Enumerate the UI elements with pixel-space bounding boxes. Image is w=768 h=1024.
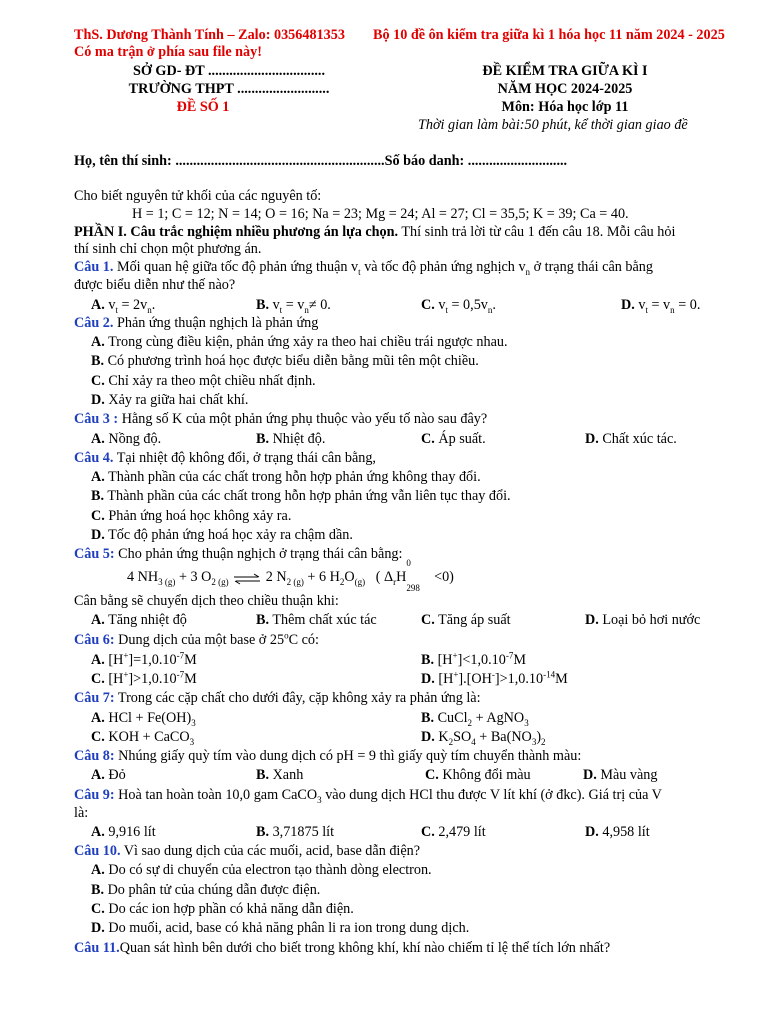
name-field[interactable]: ........................................................... — [175, 153, 385, 169]
q8-label: Câu 8: — [74, 748, 115, 764]
q8-option-b[interactable]: B. Xanh — [256, 767, 304, 783]
subject: Môn: Hóa học lớp 11 — [501, 99, 629, 115]
q8-option-d[interactable]: D. Màu vàng — [583, 767, 658, 783]
part1-title: PHẦN I. Câu trắc nghiệm nhiều phương án lựa chọn. — [74, 224, 399, 240]
q4-label: Câu 4. — [74, 450, 114, 466]
school-year: NĂM HỌC 2024-2025 — [497, 81, 633, 97]
q5-option-b[interactable]: B. Thêm chất xúc tác — [256, 612, 377, 628]
q9-option-b[interactable]: B. 3,71875 lít — [256, 824, 335, 840]
q6-option-d[interactable]: D. $[H^+].[OH^-]>1,0.10^{-14}M$ — [421, 669, 568, 687]
q9-label: Câu 9: — [74, 787, 115, 803]
q2-option-c[interactable]: C. Chỉ xảy ra theo một chiều nhất định. — [91, 373, 316, 389]
q3-option-c[interactable]: C. Áp suất. — [421, 431, 486, 447]
q8-option-a[interactable]: A. Đỏ — [91, 767, 126, 783]
truong: TRƯỜNG THPT .......................... — [128, 81, 330, 97]
q7-option-c[interactable]: C. KOH + CaCO$_3$ — [91, 729, 195, 747]
q10-option-b[interactable]: B. Do phân tử của chúng dẫn được điện. — [91, 882, 321, 898]
q7-stem: Câu 7: Trong các cặp chất cho dưới đây, cặp không xảy ra phản ứng là: — [74, 690, 481, 706]
q9-option-a[interactable]: A. 9,916 lít — [91, 824, 156, 840]
q6-option-b[interactable]: B. $[H^+]<1,0.10^{-7}M$ — [421, 650, 526, 668]
q7-label: Câu 7: — [74, 690, 115, 706]
part1-desc: Thí sinh trả lời từ câu 1 đến câu 18. Mỗi câu hỏi — [398, 224, 676, 240]
q5-stem: Câu 5: Cho phản ứng thuận nghịch ở trạng thái cân bằng: — [74, 546, 403, 562]
q6-label: Câu 6: — [74, 632, 115, 648]
name-label: Họ, tên thí sinh: — [74, 153, 176, 169]
q1-option-a[interactable]: A. $v_t = 2v_n$. — [91, 297, 156, 315]
q3-option-b[interactable]: B. Nhiệt độ. — [256, 431, 326, 447]
q4-option-c[interactable]: C. Phản ứng hoá học không xảy ra. — [91, 508, 292, 524]
q2-label: Câu 2. — [74, 315, 114, 331]
de-so: ĐỀ SỐ 1 — [176, 99, 230, 115]
series-title: Bộ 10 đề ôn kiểm tra giữa kì 1 hóa học 11 năm 2024 - 2025 — [373, 27, 725, 43]
q4-option-d[interactable]: D. Tốc độ phản ứng hoá học xảy ra chậm dần. — [91, 527, 353, 543]
matrix-note: Có ma trận ở phía sau file này! — [74, 44, 262, 60]
equilibrium-arrow-icon — [232, 572, 262, 584]
q8-option-c[interactable]: C. Không đổi màu — [425, 767, 531, 783]
q10-option-d[interactable]: D. Do muối, acid, base có khả năng phân li ra ion trong dung dịch. — [91, 920, 470, 936]
student-info — [74, 152, 567, 170]
q2-option-b[interactable]: B. Có phương trình hoá học được biểu diễn bằng mũi tên một chiều. — [91, 353, 479, 369]
q6-option-c[interactable]: C. $[H^+]>1,0.10^{-7}M$ — [91, 669, 197, 687]
q5-label: Câu 5: — [74, 546, 115, 562]
time-limit: Thời gian làm bài:50 phút, kể thời gian giao đề — [418, 117, 688, 133]
q9-stem: Câu 9: Hoà tan hoàn toàn 10,0 gam CaCO$_3$ vào dung dịch HCl thu được V lít khí (ở đkc). Giá trị của V — [74, 787, 662, 805]
q7-option-d[interactable]: D. $K_2SO_4 + Ba(NO_3)_2$ — [421, 729, 546, 747]
q10-stem: Câu 10. Vì sao dung dịch của các muối, acid, base dẫn điện? — [74, 843, 421, 859]
sbd-label: Số báo danh: — [384, 153, 468, 169]
q10-option-c[interactable]: C. Do các ion hợp phần có khả năng dẫn điện. — [91, 901, 354, 917]
q9-option-d[interactable]: D. 4,958 lít — [585, 824, 650, 840]
q4-stem: Câu 4. Tại nhiệt độ không đổi, ở trạng thái cân bằng, — [74, 450, 376, 466]
q8-stem: Câu 8: Nhúng giấy quỳ tím vào dung dịch có pH = 9 thì giấy quỳ tím chuyển thành màu: — [74, 748, 582, 764]
q2-option-d[interactable]: D. Xảy ra giữa hai chất khí. — [91, 392, 249, 408]
q5-option-d[interactable]: D. Loại bỏ hơi nước — [585, 612, 701, 628]
q4-option-a[interactable]: A. Thành phần của các chất trong hỗn hợp phản ứng không thay đổi. — [91, 469, 481, 485]
q6-stem: Câu 6: Dung dịch của một base ở 25$^o$C có: — [74, 630, 319, 648]
q9-option-c[interactable]: C. 2,479 lít — [421, 824, 486, 840]
q11-label: Câu 11. — [74, 940, 120, 956]
q1-label: Câu 1. — [74, 259, 114, 275]
atomic-values: H = 1; C = 12; N = 14; O = 16; Na = 23; Mg = 24; Al = 27; Cl = 35,5; K = 39; Ca = 40. — [132, 206, 629, 222]
q7-option-a[interactable]: A. HCl + $Fe(OH)_3$ — [91, 710, 196, 728]
q3-option-d[interactable]: D. Chất xúc tác. — [585, 431, 677, 447]
q11-stem: Câu 11.Quan sát hình bên dưới cho biết trong không khí, khí nào chiếm tỉ lệ thể tích lớn nhất? — [74, 940, 611, 956]
q10-option-a[interactable]: A. Do có sự di chuyển của electron tạo thành dòng electron. — [91, 862, 432, 878]
q5-option-a[interactable]: A. Tăng nhiệt độ — [91, 612, 187, 628]
q3-stem: Câu 3 : Hằng số K của một phản ứng phụ thuộc vào yếu tố nào sau đây? — [74, 411, 488, 427]
q5-option-c[interactable]: C. Tăng áp suất — [421, 612, 511, 628]
part1-desc-2: thí sinh chỉ chọn một phương án. — [74, 241, 262, 257]
author-line: ThS. Dương Thành Tính – Zalo: 0356481353 — [74, 27, 345, 43]
q4-option-b[interactable]: B. Thành phần của các chất trong hỗn hợp phản ứng vẫn liên tục thay đổi. — [91, 488, 511, 504]
q5-equation: 4 $NH_{3 (g)} + 3$ $O_{2 (g)}$ 2 $N_{2 (g)} + 6$ $H_2O_{(g)}$ ( $\Delta_rH$ 0 $_{298}$ <0) — [127, 558, 454, 593]
q6-option-a[interactable]: A. $[H^+]=1,0.10^{-7}M$ — [91, 650, 197, 668]
atomic-label: Cho biết nguyên tử khối của các nguyên tố: — [74, 188, 322, 204]
q5-follow: Cân bằng sẽ chuyển dịch theo chiều thuận khi: — [74, 593, 339, 609]
q2-stem: Câu 2. Phản ứng thuận nghịch là phản ứng — [74, 315, 319, 331]
q3-label: Câu 3 : — [74, 411, 119, 427]
q10-label: Câu 10. — [74, 843, 121, 859]
exam-title: ĐỀ KIỂM TRA GIỮA KÌ I — [482, 63, 648, 79]
q1-stem-2: được biểu diễn như thế nào? — [74, 277, 236, 293]
q7-option-b[interactable]: B. CuCl$_2$ + AgNO$_3$ — [421, 710, 529, 728]
q1-option-c[interactable]: C. $v_t = 0,5v_n$. — [421, 297, 496, 315]
sbd-field[interactable]: ............................ — [467, 153, 568, 169]
part1-heading — [74, 223, 675, 241]
so-gd: SỞ GD- ĐT ................................. — [132, 63, 326, 79]
q1-option-b[interactable]: B. $v_t = v_n\ne 0$. — [256, 297, 331, 315]
q2-option-a[interactable]: A. Trong cùng điều kiện, phản ứng xảy ra theo hai chiều trái ngược nhau. — [91, 334, 508, 350]
q1-stem: Câu 1. Mối quan hệ giữa tốc độ phản ứng thuận $v_t$ và tốc độ phản ứng nghịch $v_n$ ở trạng thái cân bằng — [74, 259, 653, 277]
q1-option-d[interactable]: D. $v_t = v_n = 0$. — [621, 297, 701, 315]
q3-option-a[interactable]: A. Nồng độ. — [91, 431, 162, 447]
q9-stem-2: là: — [74, 805, 89, 821]
